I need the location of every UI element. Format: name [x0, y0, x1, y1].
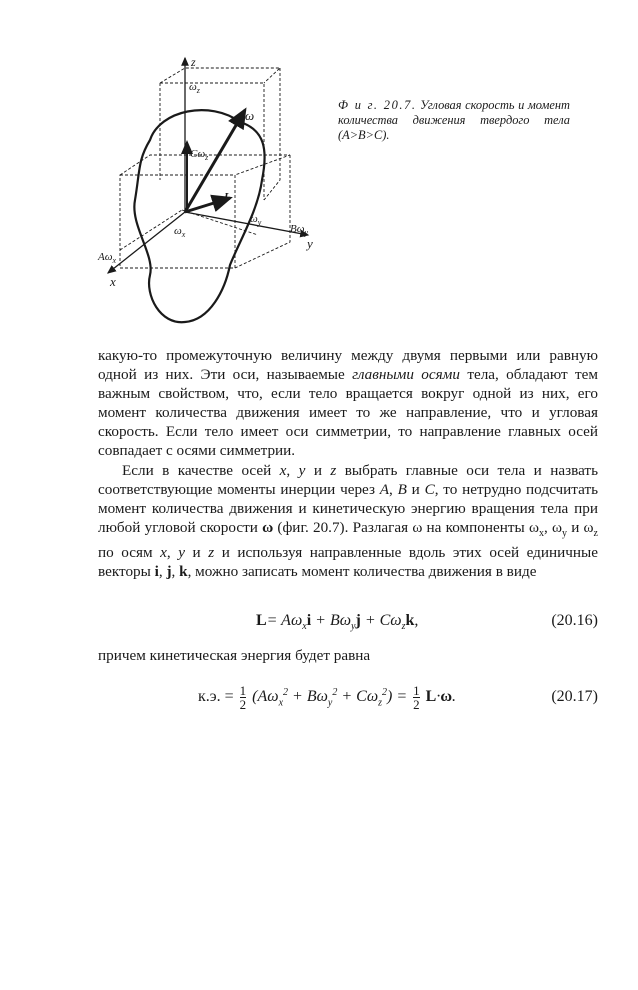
text-after-equation: причем кинетическая энергия будет равна: [98, 647, 371, 664]
body-outline: [134, 110, 264, 322]
rigid-body-diagram: [90, 50, 330, 340]
equation-20-17-formula: к.э. = $\frac{1}{2}$ $(A\omega_x^2 + B\omega_y^2 + C\omega_z^2)$ = $\frac{1}{2}$ L·ω.: [198, 683, 457, 712]
omega-vector: [185, 110, 245, 212]
figure-20-7: [90, 50, 330, 340]
figure-caption: [338, 98, 570, 143]
paragraph-2: Если в качестве осей x, y и z выбрать главные оси тела и назвать соответствующие моменты инерции через A, B и C, то нетрудно подсчитать момент количества движения и кинетическую энергию вращения тела при любой угловой скорости ω (фиг. 20.7). Разлагая ω на компоненты $\omega_x$, $\omega_y$ и $\omega_z$ по осям x, y и z и используя направленные вдоль этих осей единичные векторы i, j, k, можно записать момент количества движения в виде: [98, 461, 599, 581]
L-label: L: [224, 191, 231, 203]
omega-y-label: $\omega_y$: [250, 213, 262, 227]
B-omega-y-label: $B\omega_y$: [290, 223, 309, 237]
x-axis: [108, 212, 185, 273]
equation-20-16: [98, 612, 598, 638]
omega-label: ω: [245, 108, 255, 123]
omega-x-label: $\omega_x$: [174, 225, 186, 239]
paragraph-1: какую-то промежуточную величину между двумя первыми или равную одной из них. Эти оси, называемые главными осями тела, обладают тем важным свойством, что, если тело вращается вокруг одной из них, его момент количества движения имеет то же направление, что и угловая скорость. Если тело имеет оси симметрии, то направление главных осей совпадает с осями симметрии.: [98, 347, 599, 460]
omega-z-label: $\omega_z$: [189, 81, 200, 95]
equation-20-17-number: (20.17): [551, 688, 598, 705]
equation-20-16-number: (20.16): [551, 612, 598, 629]
C-omega-z-label: $C\omega_z$: [190, 148, 209, 162]
equation-20-17: [98, 682, 598, 716]
equation-20-16-formula: $L= A\omega_xi + B\omega_yj + C\omega_zk$,: [256, 612, 419, 633]
x-axis-label: x: [110, 274, 116, 289]
z-axis-label: z: [191, 55, 196, 69]
caption-text: Угловая скорость и момент количества движения твердого тела (A>B>C).: [338, 98, 570, 142]
dashed-box-mid: [120, 210, 258, 250]
caption-label: Ф и г. 20.7.: [338, 98, 417, 112]
body-text: [98, 346, 598, 581]
A-omega-x-label: $A\omega_x$: [98, 251, 117, 265]
y-axis-label: y: [307, 236, 313, 251]
